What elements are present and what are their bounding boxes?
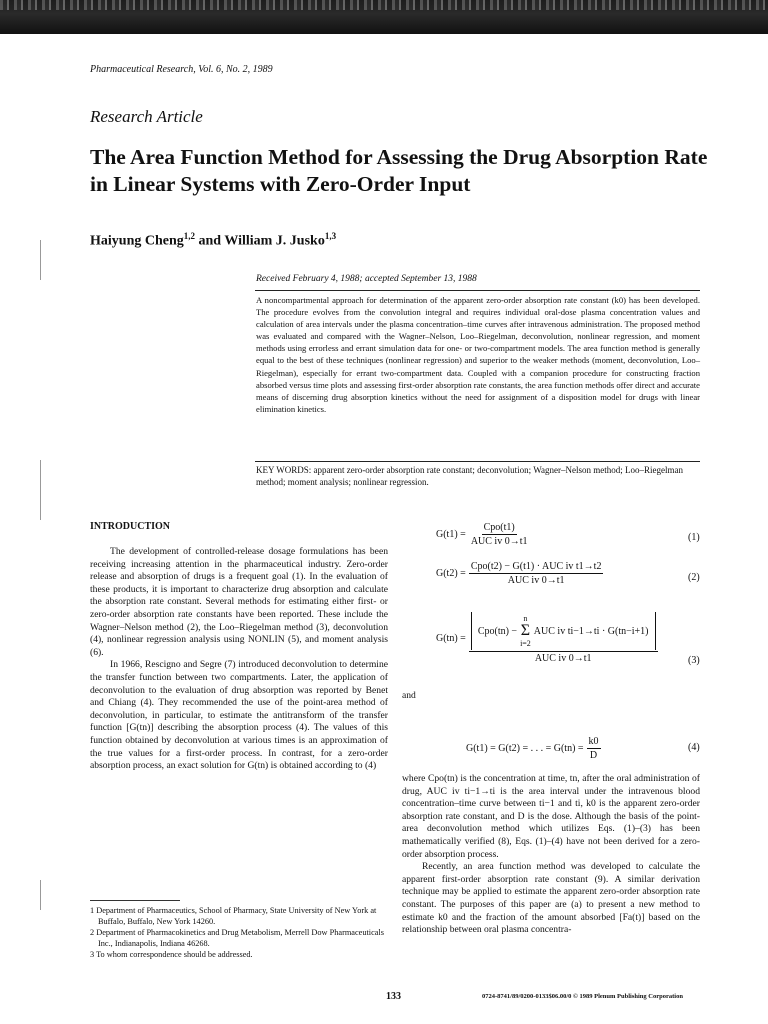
keywords: KEY WORDS: apparent zero-order absorption rate constant; deconvolution; Wagner–Nelson method; Loo–Riegelman method; moment analysis; nonlinear regression. [256, 465, 683, 487]
page-number: 133 [386, 991, 401, 1002]
equation-numerator: Cpo(t1) [483, 522, 515, 533]
author-affiliation: 1,3 [324, 231, 337, 241]
equation-term: AUC iv ti−1→ti · G(tn−i+1) [533, 625, 649, 637]
equation-lhs: G(t1) = G(t2) = . . . = G(tn) = [466, 743, 584, 754]
equation-number: (1) [688, 532, 700, 543]
equation-number: (2) [688, 572, 700, 583]
equation-lhs: G(tn) = [436, 632, 466, 644]
received-dates: Received February 4, 1988; accepted September 13, 1988 [256, 274, 477, 284]
equation-term: Cpo(tn) − [477, 625, 518, 637]
author-conjunction: and [195, 233, 225, 249]
scan-margin-mark [40, 240, 41, 280]
equation-2 [436, 561, 606, 586]
intro-paragraph: In 1966, Rescigno and Segre (7) introduced deconvolution to determine the transfer function between two compartments. Later, the application of deconvolution to the evaluation of drug absorption was reported by Benet and Chiang (4). They recommended the use of the point-area method of deconvolution, in particular, to estimate the antitransform of the transfer function [G(tn)] describing the absorption process (4). The values of this function obtained by deconvolution at various times is an approximation of the true values for a first-order process. In contrast, for a zero-order absorption process, an exact solution for G(tn) is obtained according to (4) [90, 659, 388, 772]
right-column [402, 773, 700, 937]
equation-lhs: G(t1) = [436, 529, 466, 540]
summation-sign: n Σ i=2 [520, 614, 531, 648]
equation-denominator: D [589, 750, 598, 761]
author-line [90, 231, 336, 250]
summation-lower: i=2 [520, 639, 531, 648]
equation-4 [466, 736, 604, 761]
author-name: William J. Jusko [224, 233, 325, 249]
issn-copyright: 0724-8741/89/0200-0133$06.00/0 © 1989 Plenum Publishing Corporation [482, 993, 683, 1000]
abstract-top-rule [255, 290, 700, 291]
scan-margin-mark [40, 460, 41, 520]
footnote: 2 Department of Pharmacokinetics and Drug Metabolism, Merrell Dow Pharmaceuticals Inc., Indianapolis, Indiana 46268. [90, 928, 384, 948]
equation-number: (3) [688, 655, 700, 666]
equation-numerator: k0 [588, 736, 599, 747]
footnote-rule [90, 900, 180, 901]
footnotes [90, 905, 388, 960]
abstract-text: A noncompartmental approach for determination of the apparent zero-order absorption rate constant (k0) has been developed. The procedure evolves from the convolution integral and requires individual oral-dose plasma concentration values and calculation of area intervals under the plasma concentration–time curves after intravenous administration. The proposed method was evaluated and compared with the Wagner–Nelson, Loo–Riegelman, deconvolution, nonlinear regression, and moment methods using errorless and errant simulation data for one- or two-compartment models. The area function method is generally equal to the best of these techniques (nonlinear regression) and superior to the weaker methods (moment, deconvolution, Loo–Riegelman), especially for errant two-compartment data. Coupled with a companion procedure for constructing fraction absorbed versus time plots and assessing first-order absorption rate constants, the area function methods offer direct and accurate means of discerning drug absorption kinetics without the need for assignment of a disposition model for drugs with linear elimination kinetics. [256, 295, 700, 414]
body-paragraph: where Cpo(tn) is the concentration at time, tn, after the oral administration of drug, AUC iv ti−1→ti is the area interval under the intravenous blood concentration–time curve between ti−1 and ti, k0 is the apparent zero-order absorption rate constant, and D is the dose. Although the basis of the point-area deconvolution method which utilizes Eqs. (1)–(3) has been mathematically verified (8), Eqs. (1)–(4) have not been derived for a zero-order absorption process. [402, 773, 700, 860]
author-name: Haiyung Cheng [90, 233, 184, 249]
equation-3 [436, 612, 661, 664]
equation-number: (4) [688, 742, 700, 753]
body-paragraph: Recently, an area function method was developed to calculate the apparent first-order absorption rate constant (9). A similar derivation technique may be applied to estimate the apparent zero-order absorption rate constant. The purposes of this paper are (a) to present a new method to estimate k0 and the fraction of the amount absorbed [Fa(t)] based on the relationship between oral plasma concentra- [402, 861, 700, 936]
author-affiliation: 1,2 [183, 231, 195, 241]
journal-citation: Pharmaceutical Research, Vol. 6, No. 2, 1989 [90, 64, 273, 75]
abstract-bottom-rule [255, 461, 700, 462]
article-title: The Area Function Method for Assessing the Drug Absorption Rate in Linear Systems with Zero-Order Input [90, 145, 708, 196]
scan-top-band [0, 0, 768, 34]
summation-upper: n [523, 614, 528, 623]
equation-lhs: G(t2) = [436, 568, 466, 579]
section-label: Research Article [90, 107, 203, 126]
equation-denominator: AUC iv 0→t1 [507, 575, 565, 586]
equation-denominator: AUC iv 0→t1 [470, 536, 528, 547]
equation-1 [436, 522, 532, 547]
equation-denominator: AUC iv 0→t1 [534, 653, 592, 664]
footnote: 3 To whom correspondence should be addressed. [90, 950, 253, 959]
left-column [90, 546, 388, 773]
equation-numerator: Cpo(t2) − G(t1) · AUC iv t1→t2 [470, 561, 602, 572]
equation-bracket [471, 612, 656, 650]
scan-margin-mark [40, 880, 41, 910]
conjunction-text: and [402, 690, 416, 701]
intro-paragraph: The development of controlled-release dosage formulations has been receiving increasing attention in the pharmaceutical industry. Zero-order release and absorption of drugs is a frequent goal (1). In the evaluation of these products, it is important to characterize drug absorption and calculate the absorption rate constant. Several methods for estimating either first- or zero-order absorption rate constants have been reported. These include the Wagner–Nelson method (2), the Loo–Riegelman method (3), deconvolution (4), nonlinear regression analysis using NONLIN (5), and moment analysis (6). [90, 546, 388, 658]
introduction-heading: INTRODUCTION [90, 521, 171, 532]
footnote: 1 Department of Pharmaceutics, School of Pharmacy, State University of New York at Buffalo, Buffalo, New York 14260. [90, 906, 377, 926]
